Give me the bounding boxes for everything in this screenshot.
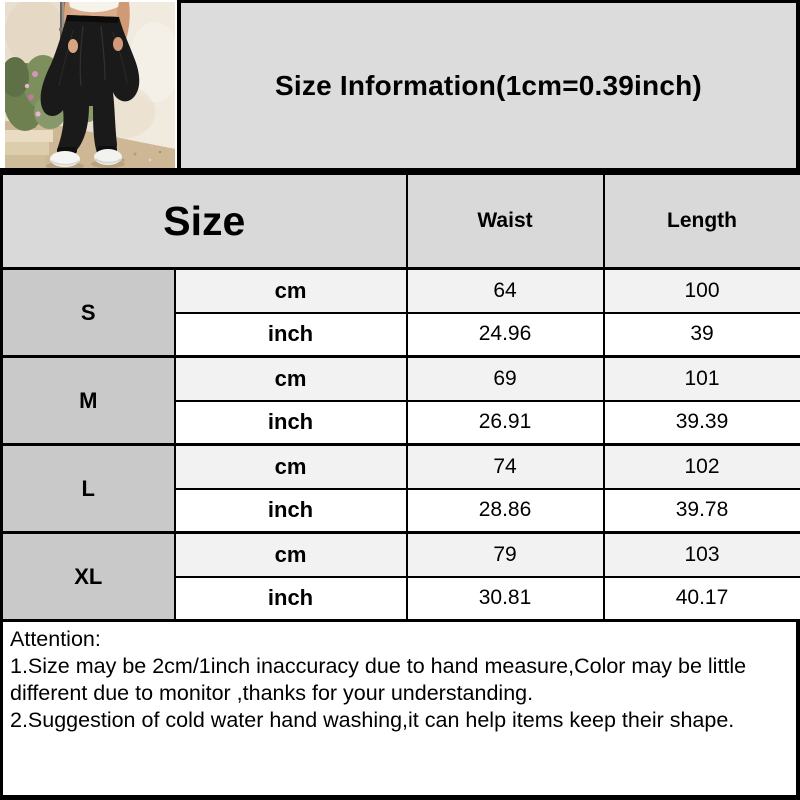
value-s-length-inch: 39 [604, 313, 800, 357]
unit-label-cm: cm [175, 445, 407, 489]
unit-label-inch: inch [175, 489, 407, 533]
row-s-cm [2, 269, 800, 313]
row-xl-cm [2, 533, 800, 577]
value-m-length-inch: 39.39 [604, 401, 800, 445]
row-m-cm [2, 357, 800, 401]
table-header-row [2, 174, 800, 269]
value-m-waist-cm: 69 [407, 357, 604, 401]
size-label-m: M [2, 357, 175, 445]
value-l-length-cm: 102 [604, 445, 800, 489]
unit-label-inch: inch [175, 313, 407, 357]
product-photo-illustration [5, 2, 175, 168]
value-xl-length-cm: 103 [604, 533, 800, 577]
unit-label-inch: inch [175, 577, 407, 621]
value-l-waist-cm: 74 [407, 445, 604, 489]
value-s-waist-cm: 64 [407, 269, 604, 313]
column-header-size: Size [2, 174, 407, 269]
row-l-cm [2, 445, 800, 489]
attention-note-1: 1.Size may be 2cm/1inch inaccuracy due to hand measure,Color may be little different due to monitor ,thanks for your understanding. [10, 654, 747, 706]
value-m-length-cm: 101 [604, 357, 800, 401]
column-header-waist: Waist [407, 174, 604, 269]
value-l-waist-inch: 28.86 [407, 489, 604, 533]
column-header-length: Length [604, 174, 800, 269]
title-banner [177, 0, 800, 168]
attention-heading: Attention: [10, 627, 101, 651]
attention-note-2: 2.Suggestion of cold water hand washing,it can help items keep their shape. [10, 708, 735, 733]
unit-label-inch: inch [175, 401, 407, 445]
value-xl-waist-inch: 30.81 [407, 577, 604, 621]
size-label-l: L [2, 445, 175, 533]
value-m-waist-inch: 26.91 [407, 401, 604, 445]
value-s-waist-inch: 24.96 [407, 313, 604, 357]
unit-label-cm: cm [175, 269, 407, 313]
size-label-xl: XL [2, 533, 175, 621]
unit-label-cm: cm [175, 357, 407, 401]
value-xl-waist-cm: 79 [407, 533, 604, 577]
top-banner [0, 0, 800, 172]
unit-label-cm: cm [175, 533, 407, 577]
size-table [0, 172, 800, 622]
size-label-s: S [2, 269, 175, 357]
attention-section [0, 622, 800, 800]
value-s-length-cm: 100 [604, 269, 800, 313]
product-photo [0, 0, 177, 168]
value-xl-length-inch: 40.17 [604, 577, 800, 621]
page-title: Size Information(1cm=0.39inch) [275, 69, 702, 101]
value-l-length-inch: 39.78 [604, 489, 800, 533]
